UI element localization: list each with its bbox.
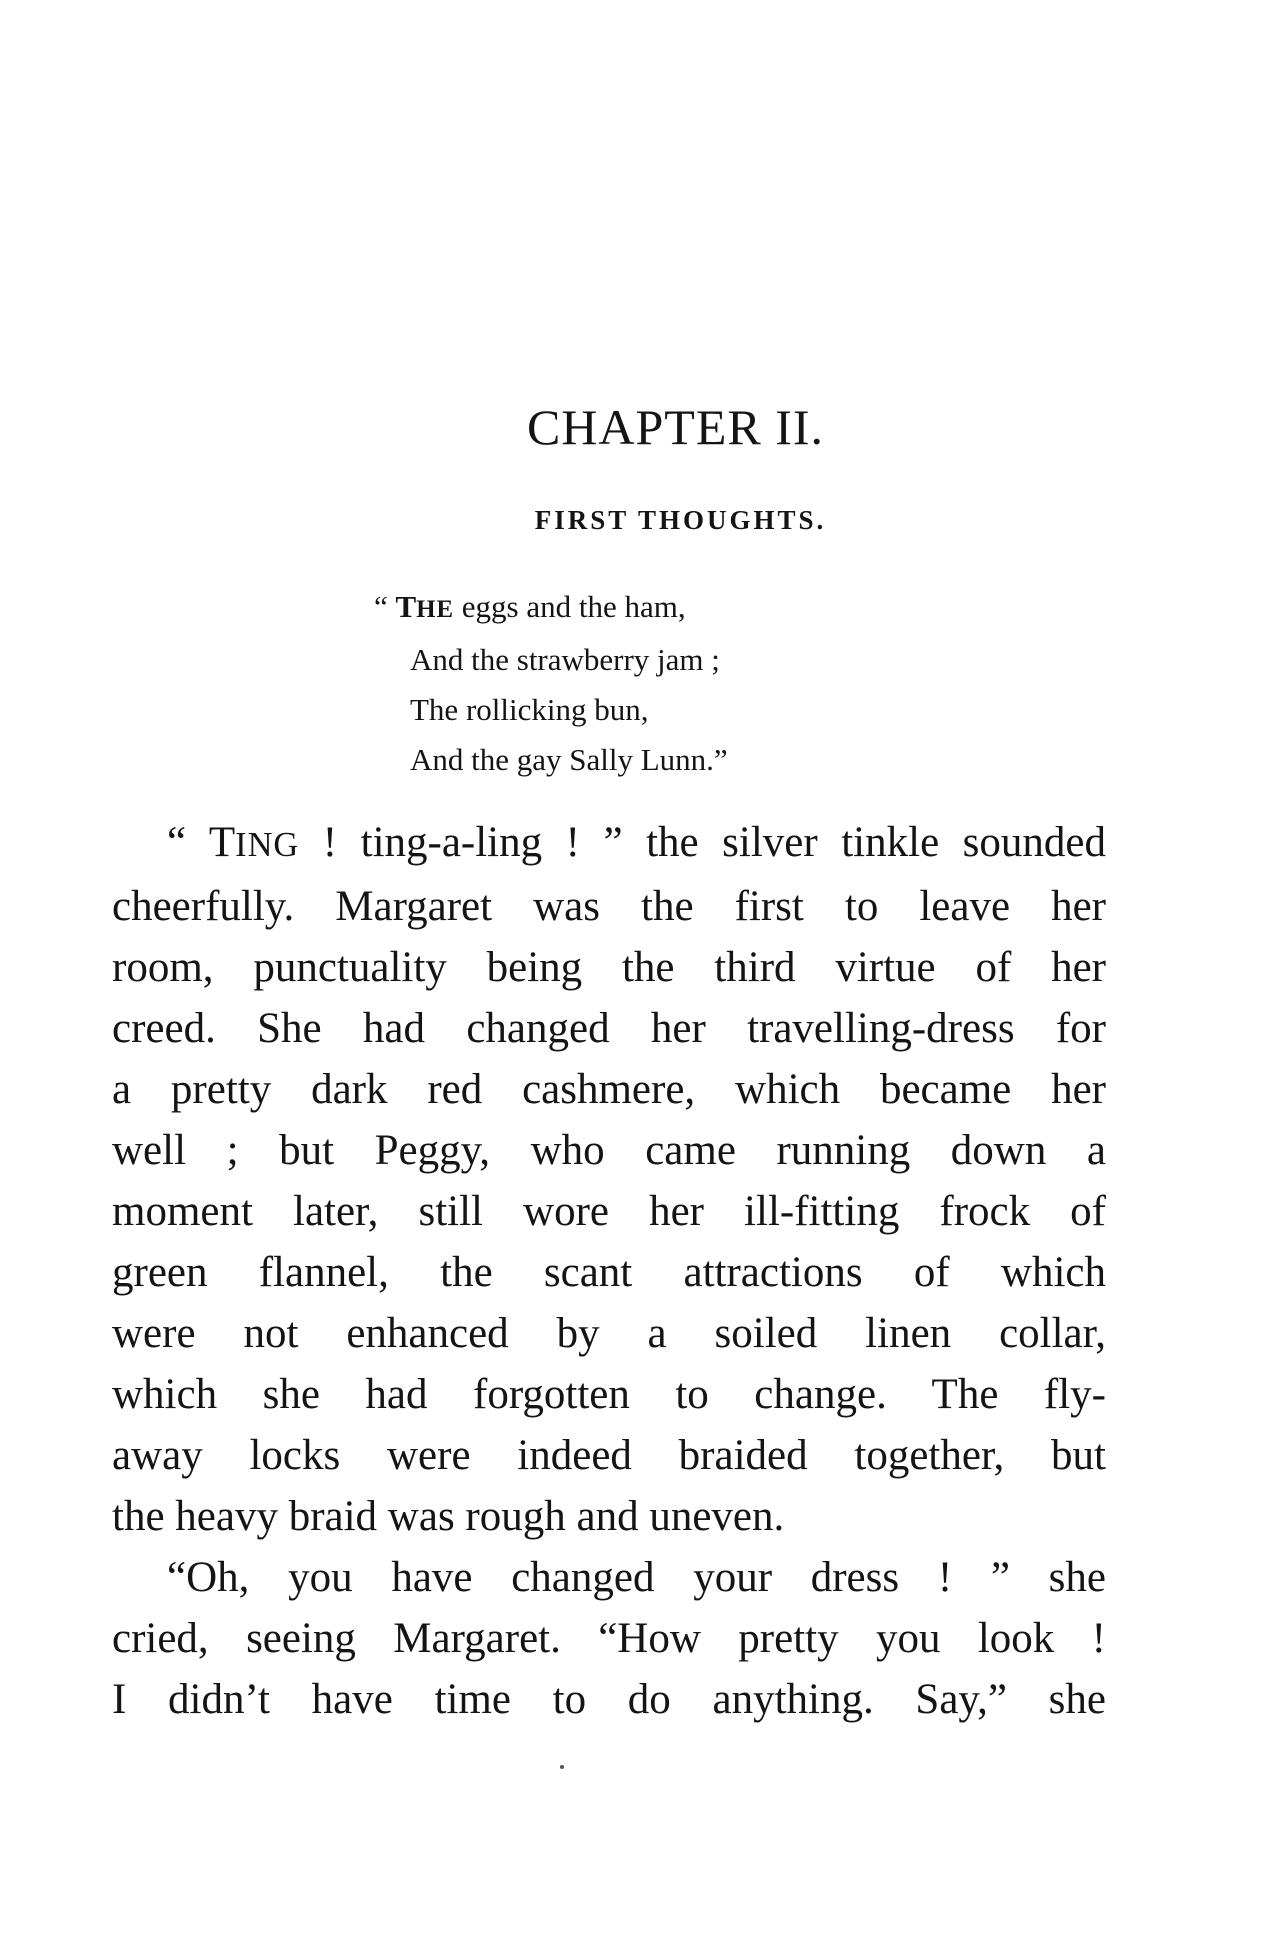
paragraph-1-initial-rest: ING [235,826,300,864]
paragraph-1-line-1 [112,812,1106,876]
paragraph-2-line-1: “Oh, you have changed your dress ! ” she [167,1554,1106,1601]
body-text [112,812,1106,1730]
paragraph-1-line: away locks were indeed braided together, but [112,1432,1106,1479]
epigraph-line-1 [374,582,728,635]
paragraph-1-line: green flannel, the scant attractions of which [112,1249,1106,1296]
epigraph-open-quote: “ [374,589,396,624]
paragraph-1-line: well ; but Peggy, who came running down a [112,1127,1106,1174]
print-speck [560,1765,564,1769]
paragraph-2-line-2: cried, seeing Margaret. “How pretty you look ! [112,1615,1106,1662]
epigraph-initial-rest: HE [416,596,455,623]
paragraph-1-line: were not enhanced by a soiled linen collar, [112,1310,1106,1357]
paragraph-1-line: the heavy braid was rough and uneven. [112,1493,785,1540]
chapter-subtitle: FIRST THOUGHTS. [534,505,827,535]
paragraph-1-line: room, punctuality being the third virtue of her [112,944,1106,991]
paragraph-1-line: creed. She had changed her travelling-dress for [112,1005,1106,1052]
paragraph-1-line-1-rest: ! ting-a-ling ! ” the silver tinkle sounded [299,819,1107,866]
paragraph-1-line: which she had forgotten to change. The fly- [112,1371,1106,1418]
epigraph-line-2: And the strawberry jam ; [410,642,720,677]
paragraph-1-line: a pretty dark red cashmere, which became her [112,1066,1106,1113]
paragraph-2 [112,1547,1106,1730]
paragraph-1-open-quote: “ [167,819,209,866]
chapter-title: CHAPTER II. [526,399,825,455]
epigraph-initial: T [395,589,417,624]
paragraph-1-line: cheerfully. Margaret was the first to leave her [112,883,1106,930]
paragraph-1-initial: T [208,819,236,866]
paragraph-1 [112,812,1106,1547]
epigraph-line-1-rest: eggs and the ham, [454,589,686,624]
paragraph-2-line-3: I didn’t have time to do anything. Say,” she [112,1676,1106,1723]
paragraph-1-line: moment later, still wore her ill-fitting frock of [112,1188,1106,1235]
epigraph [374,582,728,785]
epigraph-line-3: The rollicking bun, [410,692,649,727]
epigraph-line-4: And the gay Sally Lunn.” [410,742,728,777]
